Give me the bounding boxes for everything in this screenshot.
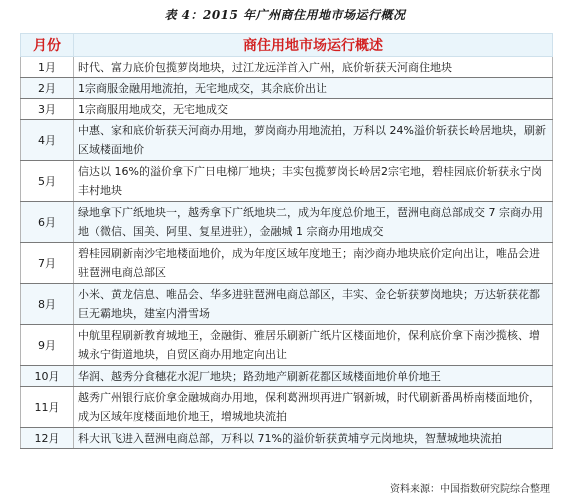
header-summary: 商住用地市场运行概述 [74,34,553,57]
table-row [21,161,553,202]
table-row [21,284,553,325]
header-month: 月份 [21,34,74,57]
table-row [21,325,553,366]
table-row [21,99,553,120]
summary-cell: 小米、黄龙信息、唯品会、华多进驻琶洲电商总部区，丰实、金仑斩获萝岗地块；万达斩获花都巨无霸地块，建室内滑雪场 [74,284,553,325]
summary-cell: 绿地拿下广纸地块一，越秀拿下广纸地块二，成为年度总价地王，琶洲电商总部成交 7 宗商办用地（微信、国美、阿里、复星进驻），金融城 1 宗商办用地成交 [74,202,553,243]
table-row [21,120,553,161]
table-row [21,387,553,428]
month-cell: 4月 [21,120,74,161]
month-cell: 1月 [21,57,74,78]
summary-cell: 时代、富力底价包揽萝岗地块，过江龙远洋首入广州，底价斩获天河商住地块 [74,57,553,78]
source-note: 资料来源：中国指数研究院综合整理 [390,484,550,495]
month-cell: 5月 [21,161,74,202]
month-cell: 3月 [21,99,74,120]
month-cell: 9月 [21,325,74,366]
table-title: 表 4：2015 年广州商住用地市场运行概况 [164,8,406,22]
table-row [21,366,553,387]
summary-cell: 越秀广州银行底价拿金融城商办用地，保利葛洲坝再进广钢新城，时代刷新番禺桥南楼面地价，成为区域年度楼面地价地王，增城地块流拍 [74,387,553,428]
summary-cell: 科大讯飞进入琶洲电商总部，万科以 71%的溢价斩获黄埔亨元岗地块，智慧城地块流拍 [74,428,553,449]
month-cell: 10月 [21,366,74,387]
summary-cell: 中航里程刷新教育城地王，金融街、雅居乐刷新广纸片区楼面地价，保利底价拿下南沙揽核、增城永宁街道地块，自贸区商办用地定向出让 [74,325,553,366]
month-cell: 7月 [21,243,74,284]
summary-cell: 1宗商服金融用地流拍，无宅地成交，其余底价出让 [74,78,553,99]
month-cell: 11月 [21,387,74,428]
month-cell: 12月 [21,428,74,449]
table-header-row [21,34,553,57]
summary-cell: 华润、越秀分食穗花水泥厂地块；路劲地产刷新花都区域楼面地价单价地王 [74,366,553,387]
month-cell: 6月 [21,202,74,243]
table-row [21,202,553,243]
summary-cell: 信达以 16%的溢价拿下广日电梯厂地块；丰实包揽萝岗长岭居2宗宅地，碧桂园底价斩获永宁岗丰村地块 [74,161,553,202]
land-market-table [20,33,553,449]
summary-cell: 碧桂园刷新南沙宅地楼面地价，成为年度区域年度地王；南沙商办地块底价定向出让，唯品会进驻琶洲电商总部区 [74,243,553,284]
month-cell: 8月 [21,284,74,325]
month-cell: 2月 [21,78,74,99]
summary-cell: 中惠、家和底价斩获天河商办用地，萝岗商办用地流拍，万科以 24%溢价斩获长岭居地块，刷新区域楼面地价 [74,120,553,161]
table-row [21,243,553,284]
table-row [21,57,553,78]
table-row [21,78,553,99]
summary-cell: 1宗商服用地成交，无宅地成交 [74,99,553,120]
table-row [21,428,553,449]
